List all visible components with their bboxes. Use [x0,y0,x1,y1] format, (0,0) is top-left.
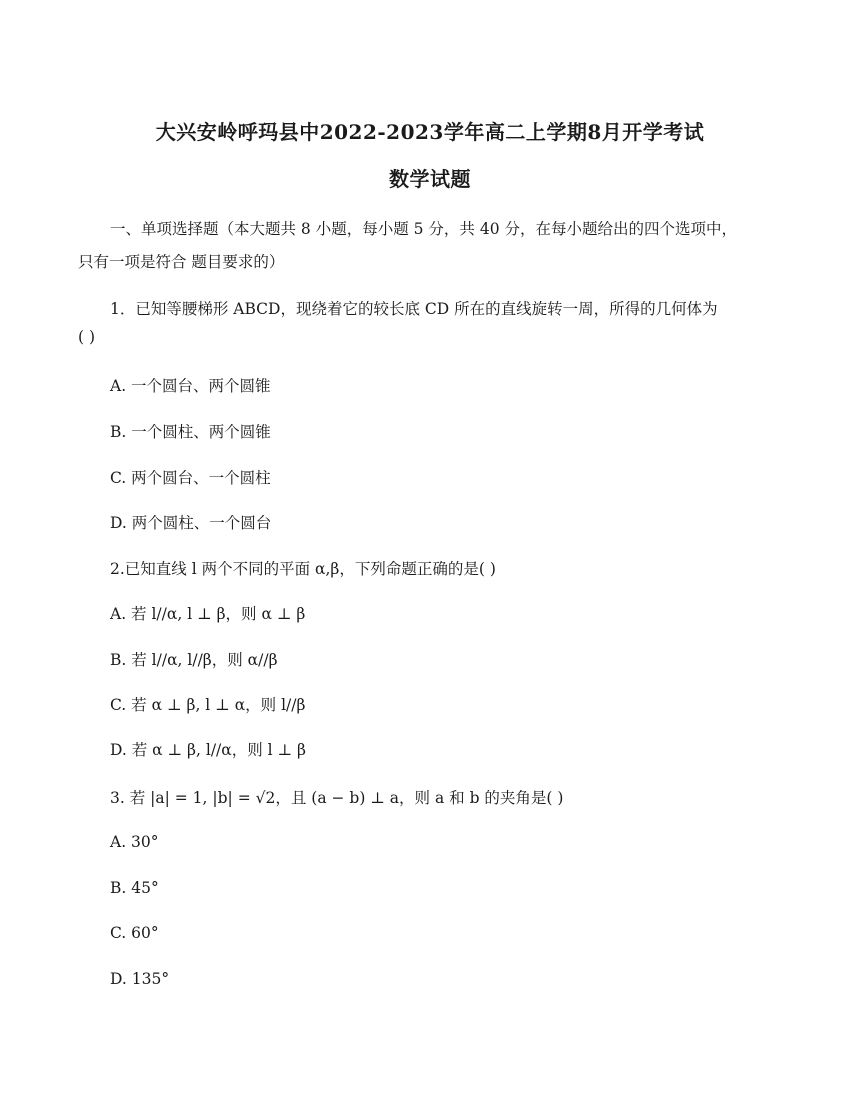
question-2-option-a: A. 若 l//α, l ⊥ β，则 α ⊥ β [110,605,306,623]
section-heading-line2: 只有一项是符合 题目要求的） [78,253,285,271]
question-3-option-a: A. 30° [110,833,159,851]
question-3-stem [110,786,563,808]
question-3-math: |a| = 1, |b| = √2，且 (a − b) ⊥ a，则 a 和 b 的夹角是( ) [150,789,564,807]
page-title: 大兴安岭呼玛县中2022-2023学年高二上学期8月开学考试 [155,120,705,144]
question-1-stem: 1．已知等腰梯形 ABCD，现绕着它的较长底 CD 所在的直线旋转一周，所得的几何体为 [110,300,718,318]
question-2-option-b: B. 若 l//α, l//β，则 α//β [110,651,278,669]
question-1-option-a: A. 一个圆台、两个圆锥 [110,377,271,395]
question-2-option-d: D. 若 α ⊥ β, l//α，则 l ⊥ β [110,741,307,759]
question-1-option-c: C. 两个圆台、一个圆柱 [110,469,271,487]
section-heading-line1: 一、单项选择题（本大题共 8 小题，每小题 5 分，共 40 分，在每小题给出的四个选项中， [110,220,738,238]
question-3-option-c: C. 60° [110,924,159,942]
question-1-option-b: B. 一个圆柱、两个圆锥 [110,423,271,441]
question-1-option-d: D. 两个圆柱、一个圆台 [110,514,272,532]
page-subtitle: 数学试题 [389,167,471,191]
question-3-option-b: B. 45° [110,879,159,897]
question-2-option-c: C. 若 α ⊥ β, l ⊥ α，则 l//β [110,696,306,714]
question-3-prefix: 3. 若 [110,789,151,807]
question-1-stem-bracket: ( ) [78,328,96,346]
question-3-option-d: D. 135° [110,970,170,988]
question-2-stem: 2.已知直线 l 两个不同的平面 α,β，下列命题正确的是( ) [110,560,496,578]
